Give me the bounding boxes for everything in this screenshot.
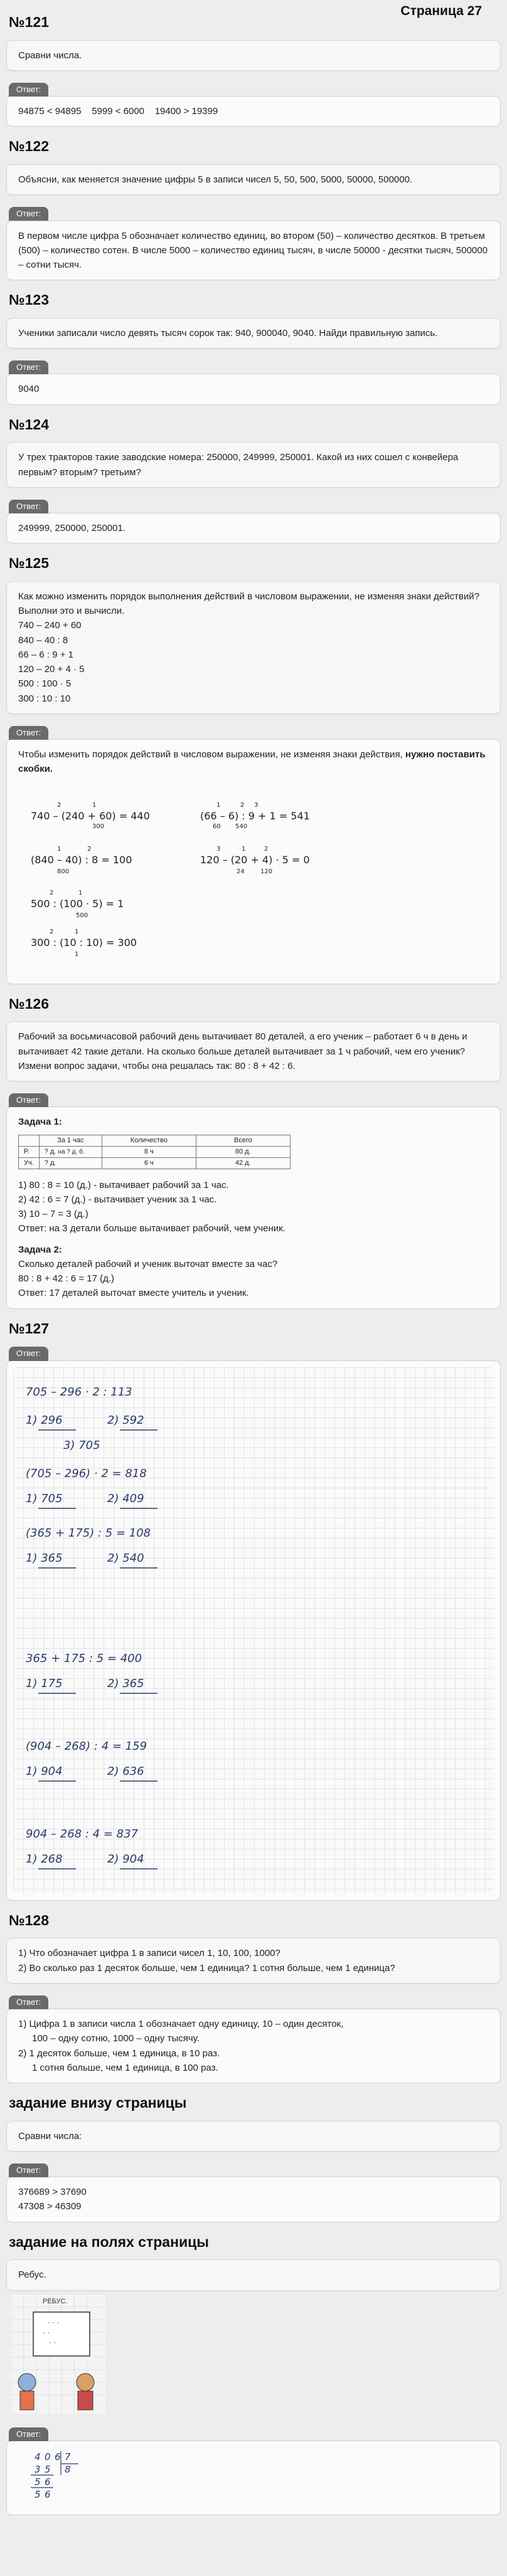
- bottom-task-title: задание внизу страницы: [9, 2095, 187, 2111]
- svg-text:2) 636: 2) 636: [107, 1764, 144, 1778]
- svg-text:2: 2: [50, 928, 54, 935]
- svg-text:300: 300: [92, 823, 105, 830]
- svg-text:1: 1: [57, 845, 61, 853]
- svg-text:(365 + 175) : 5 = 108: (365 + 175) : 5 = 108: [26, 1526, 151, 1540]
- handwritten-solutions: [13, 1367, 494, 1894]
- task-122-question: Объясни, как меняется значение цифры 5 в записи чисел 5, 50, 500, 5000, 50000, 500000.: [6, 164, 501, 195]
- svg-text:1) 365: 1) 365: [26, 1551, 63, 1565]
- rebus-solution: [16, 2449, 91, 2503]
- bottom-task-question: Сравни числа:: [6, 2121, 501, 2152]
- answer-label: Ответ:: [9, 1995, 48, 2009]
- task-126-title: №126: [9, 995, 50, 1012]
- task-125-title: №125: [9, 555, 50, 572]
- svg-text:2: 2: [240, 801, 245, 809]
- task-125-answer: Чтобы изменить порядок действий в числовом выражении, не изменяя знаки действия, нужно поставить скобки. 740 – (240 + 60) = 440 2 1 300 (66 – 6) : 9 + 1 = 541 1 2 3 60 540 (840 – 40) : 8 = 100 1 2 800 120 – (20 + 4) · 5 = 0 3 1 2 24 120 500 : (100 · 5) = 1 2 1 500 300 : (10 : 10) = 300 2 1 1: [6, 739, 501, 984]
- svg-text:3: 3: [254, 801, 259, 809]
- expr-2: (66 – 6) : 9 + 1 = 541: [200, 809, 310, 822]
- svg-text:2) 365: 2) 365: [107, 1676, 144, 1690]
- task-121-question: Сравни числа.: [6, 40, 501, 71]
- svg-text:6: 6: [45, 2489, 51, 2501]
- svg-text:24: 24: [237, 868, 245, 875]
- expr-5: 500 : (100 · 5) = 1: [31, 897, 124, 910]
- svg-text:(705 – 296) · 2 = 818: (705 – 296) · 2 = 818: [26, 1466, 147, 1480]
- task-123-question: Ученики записали число девять тысяч сорок так: 940, 900040, 9040. Найди правильную запись.: [6, 318, 501, 349]
- svg-text:1) 904: 1) 904: [26, 1764, 63, 1778]
- answer-label: Ответ:: [9, 83, 48, 97]
- svg-text:2) 592: 2) 592: [107, 1413, 144, 1427]
- task-121-answer: 94875 < 94895 5999 < 6000 19400 > 19399: [6, 96, 501, 127]
- answer-label: Ответ:: [9, 360, 48, 374]
- answer-label: Ответ:: [9, 500, 48, 513]
- answer-label: Ответ:: [9, 207, 48, 221]
- svg-text:2: 2: [57, 801, 61, 809]
- svg-text:5: 5: [45, 2464, 51, 2476]
- character-right: [77, 2374, 94, 2391]
- task-125-expressions: [18, 782, 483, 970]
- task-126-answer: Задача 1: За 1 час Количество Всего Р. ? д. на ? д. б. 8 ч 80 д. Уч. ? д. 6 ч 42 д. 1) 80 : 8 = 10 (д.) - вытачивает рабочий за 1 час. 2) 42 : 6 = 7 (д.) - вытачивает ученик за 1 час. 3) 10 – 7 = 3 (д.) Ответ: на 3 детали больше вытачивает рабочий, чем ученик. Задача 2: Сколько деталей рабочий и ученик выточат вместе за час? 80 : 8 + 42 : 6 = 17 (д.) Ответ: 17 деталей выточат вместе учитель и ученик.: [6, 1107, 501, 1308]
- margin-task-title: задание на полях страницы: [9, 2233, 209, 2250]
- svg-text:5: 5: [35, 2489, 41, 2501]
- task-128-answer: 1) Цифра 1 в записи числа 1 обозначает одну единицу, 10 – один десяток, 100 – одну сотню, 1000 – одну тысячу. 2) 1 десяток больше, чем 1 единица, в 10 раз. 1 сотня больше, чем 1 единица, в 100 раз.: [6, 2009, 501, 2083]
- task-127-answer: [6, 1360, 501, 1901]
- task-127-title: №127: [9, 1320, 50, 1337]
- task-123-title: №123: [9, 292, 50, 308]
- svg-text:РЕБУС.: РЕБУС.: [43, 2297, 68, 2305]
- task-122-title: №122: [9, 138, 50, 155]
- svg-text:60: 60: [213, 823, 221, 830]
- svg-text:6: 6: [55, 2451, 61, 2463]
- expr-1: 740 – (240 + 60) = 440: [31, 809, 150, 822]
- task-124-answer: 249999, 250000, 250001.: [6, 513, 501, 544]
- svg-text:7: 7: [65, 2451, 71, 2463]
- svg-text:(904 – 268) : 4 = 159: (904 – 268) : 4 = 159: [26, 1739, 147, 1753]
- svg-text:1) 705: 1) 705: [26, 1491, 63, 1505]
- svg-text:1: 1: [78, 889, 83, 896]
- expr-3: (840 – 40) : 8 = 100: [31, 853, 132, 866]
- svg-text:· · ·: · · ·: [48, 2317, 60, 2326]
- task-125-question: Как можно изменить порядок выполнения действий в числовом выражении, не изменяя знаки действий? Выполни это и вычисли. 740 – 240 + 60 840 – 40 : 8 66 – 6 : 9 + 1 120 – 20 + 4 · 5 500 : 100 · 5 300 : 10 : 10: [6, 581, 501, 714]
- svg-text:1: 1: [242, 845, 246, 853]
- svg-text:120: 120: [260, 868, 273, 875]
- svg-text:1: 1: [75, 950, 79, 958]
- svg-text:2) 904: 2) 904: [107, 1852, 144, 1866]
- task-124-question: У трех тракторов такие заводские номера: 250000, 249999, 250001. Какой из них сошел с конвейера первым? вторым? третьим?: [6, 442, 501, 488]
- svg-text:1: 1: [75, 928, 79, 935]
- task-124-title: №124: [9, 416, 50, 433]
- task-122-answer: В первом числе цифра 5 обозначает количество единиц, во втором (50) – количество десятков. В третьем (500) – количество сотен. В числе 5000 – количество единиц тысяч, в числе 50000 - десятки тысяч, 500000 – сотни тысяч.: [6, 221, 501, 281]
- svg-text:5: 5: [35, 2476, 41, 2488]
- svg-text:6: 6: [45, 2476, 51, 2488]
- svg-text:2: 2: [50, 889, 54, 896]
- task-128-question: 1) Что обозначает цифра 1 в записи чисел 1, 10, 100, 1000? 2) Во сколько раз 1 десяток больше, чем 1 единица? 1 сотня больше, чем 1 единица?: [6, 1938, 501, 1984]
- answer-label: Ответ:: [9, 1093, 48, 1107]
- svg-text:· ·: · ·: [43, 2327, 50, 2337]
- page-title: Страница 27: [400, 4, 482, 18]
- task-121-title: №121: [9, 14, 50, 30]
- svg-text:1) 175: 1) 175: [26, 1676, 63, 1690]
- svg-text:2) 409: 2) 409: [107, 1491, 144, 1505]
- svg-text:4: 4: [35, 2451, 41, 2463]
- svg-text:2: 2: [87, 845, 92, 853]
- rebus-illustration: [11, 2295, 501, 2418]
- svg-text:3: 3: [35, 2464, 41, 2476]
- character-left: [18, 2374, 36, 2391]
- answer-label: Ответ:: [9, 1347, 48, 1360]
- svg-text:1) 268: 1) 268: [26, 1852, 63, 1866]
- answer-label: Ответ:: [9, 2427, 48, 2441]
- svg-text:1: 1: [92, 801, 97, 809]
- svg-text:705 – 296 · 2 : 113: 705 – 296 · 2 : 113: [26, 1385, 132, 1399]
- svg-text:904 – 268 : 4 = 837: 904 – 268 : 4 = 837: [26, 1827, 138, 1841]
- expr-6: 300 : (10 : 10) = 300: [31, 936, 137, 949]
- svg-text:365 + 175 : 5 = 400: 365 + 175 : 5 = 400: [26, 1651, 142, 1665]
- answer-label: Ответ:: [9, 2163, 48, 2177]
- expr-4: 120 – (20 + 4) · 5 = 0: [200, 853, 310, 866]
- svg-text:3: 3: [216, 845, 221, 853]
- svg-text:1) 296: 1) 296: [26, 1413, 63, 1427]
- svg-text:2) 540: 2) 540: [107, 1551, 144, 1565]
- svg-text:540: 540: [235, 823, 248, 830]
- svg-text:800: 800: [57, 868, 70, 875]
- task-128-title: №128: [9, 1911, 50, 1928]
- svg-text:· ·: · ·: [49, 2337, 56, 2347]
- svg-text:0: 0: [45, 2451, 51, 2463]
- svg-text:500: 500: [76, 912, 88, 919]
- answer-label: Ответ:: [9, 726, 48, 740]
- svg-text:3) 705: 3) 705: [63, 1438, 100, 1452]
- bottom-task-answer: 376689 > 37690 47308 > 46309: [6, 2177, 501, 2222]
- margin-task-answer: [6, 2441, 501, 2515]
- task-126-table: За 1 час Количество Всего Р. ? д. на ? д. б. 8 ч 80 д. Уч. ? д. 6 ч 42 д.: [18, 1135, 291, 1169]
- svg-text:2: 2: [264, 845, 269, 853]
- task-126-question: Рабочий за восьмичасовой рабочий день вытачивает 80 деталей, а его ученик – работает 6 ч в день и вытачивает 42 такие детали. На сколько больше деталей вытачивает за 1 ч рабочий, чем его ученик? Измени вопрос задачи, чтобы она решалась так: 80 : 8 + 42 : 6.: [6, 1021, 501, 1081]
- svg-text:8: 8: [65, 2464, 71, 2476]
- task-123-answer: 9040: [6, 374, 501, 404]
- svg-text:1: 1: [216, 801, 221, 809]
- margin-task-question: Ребус.: [6, 2259, 501, 2290]
